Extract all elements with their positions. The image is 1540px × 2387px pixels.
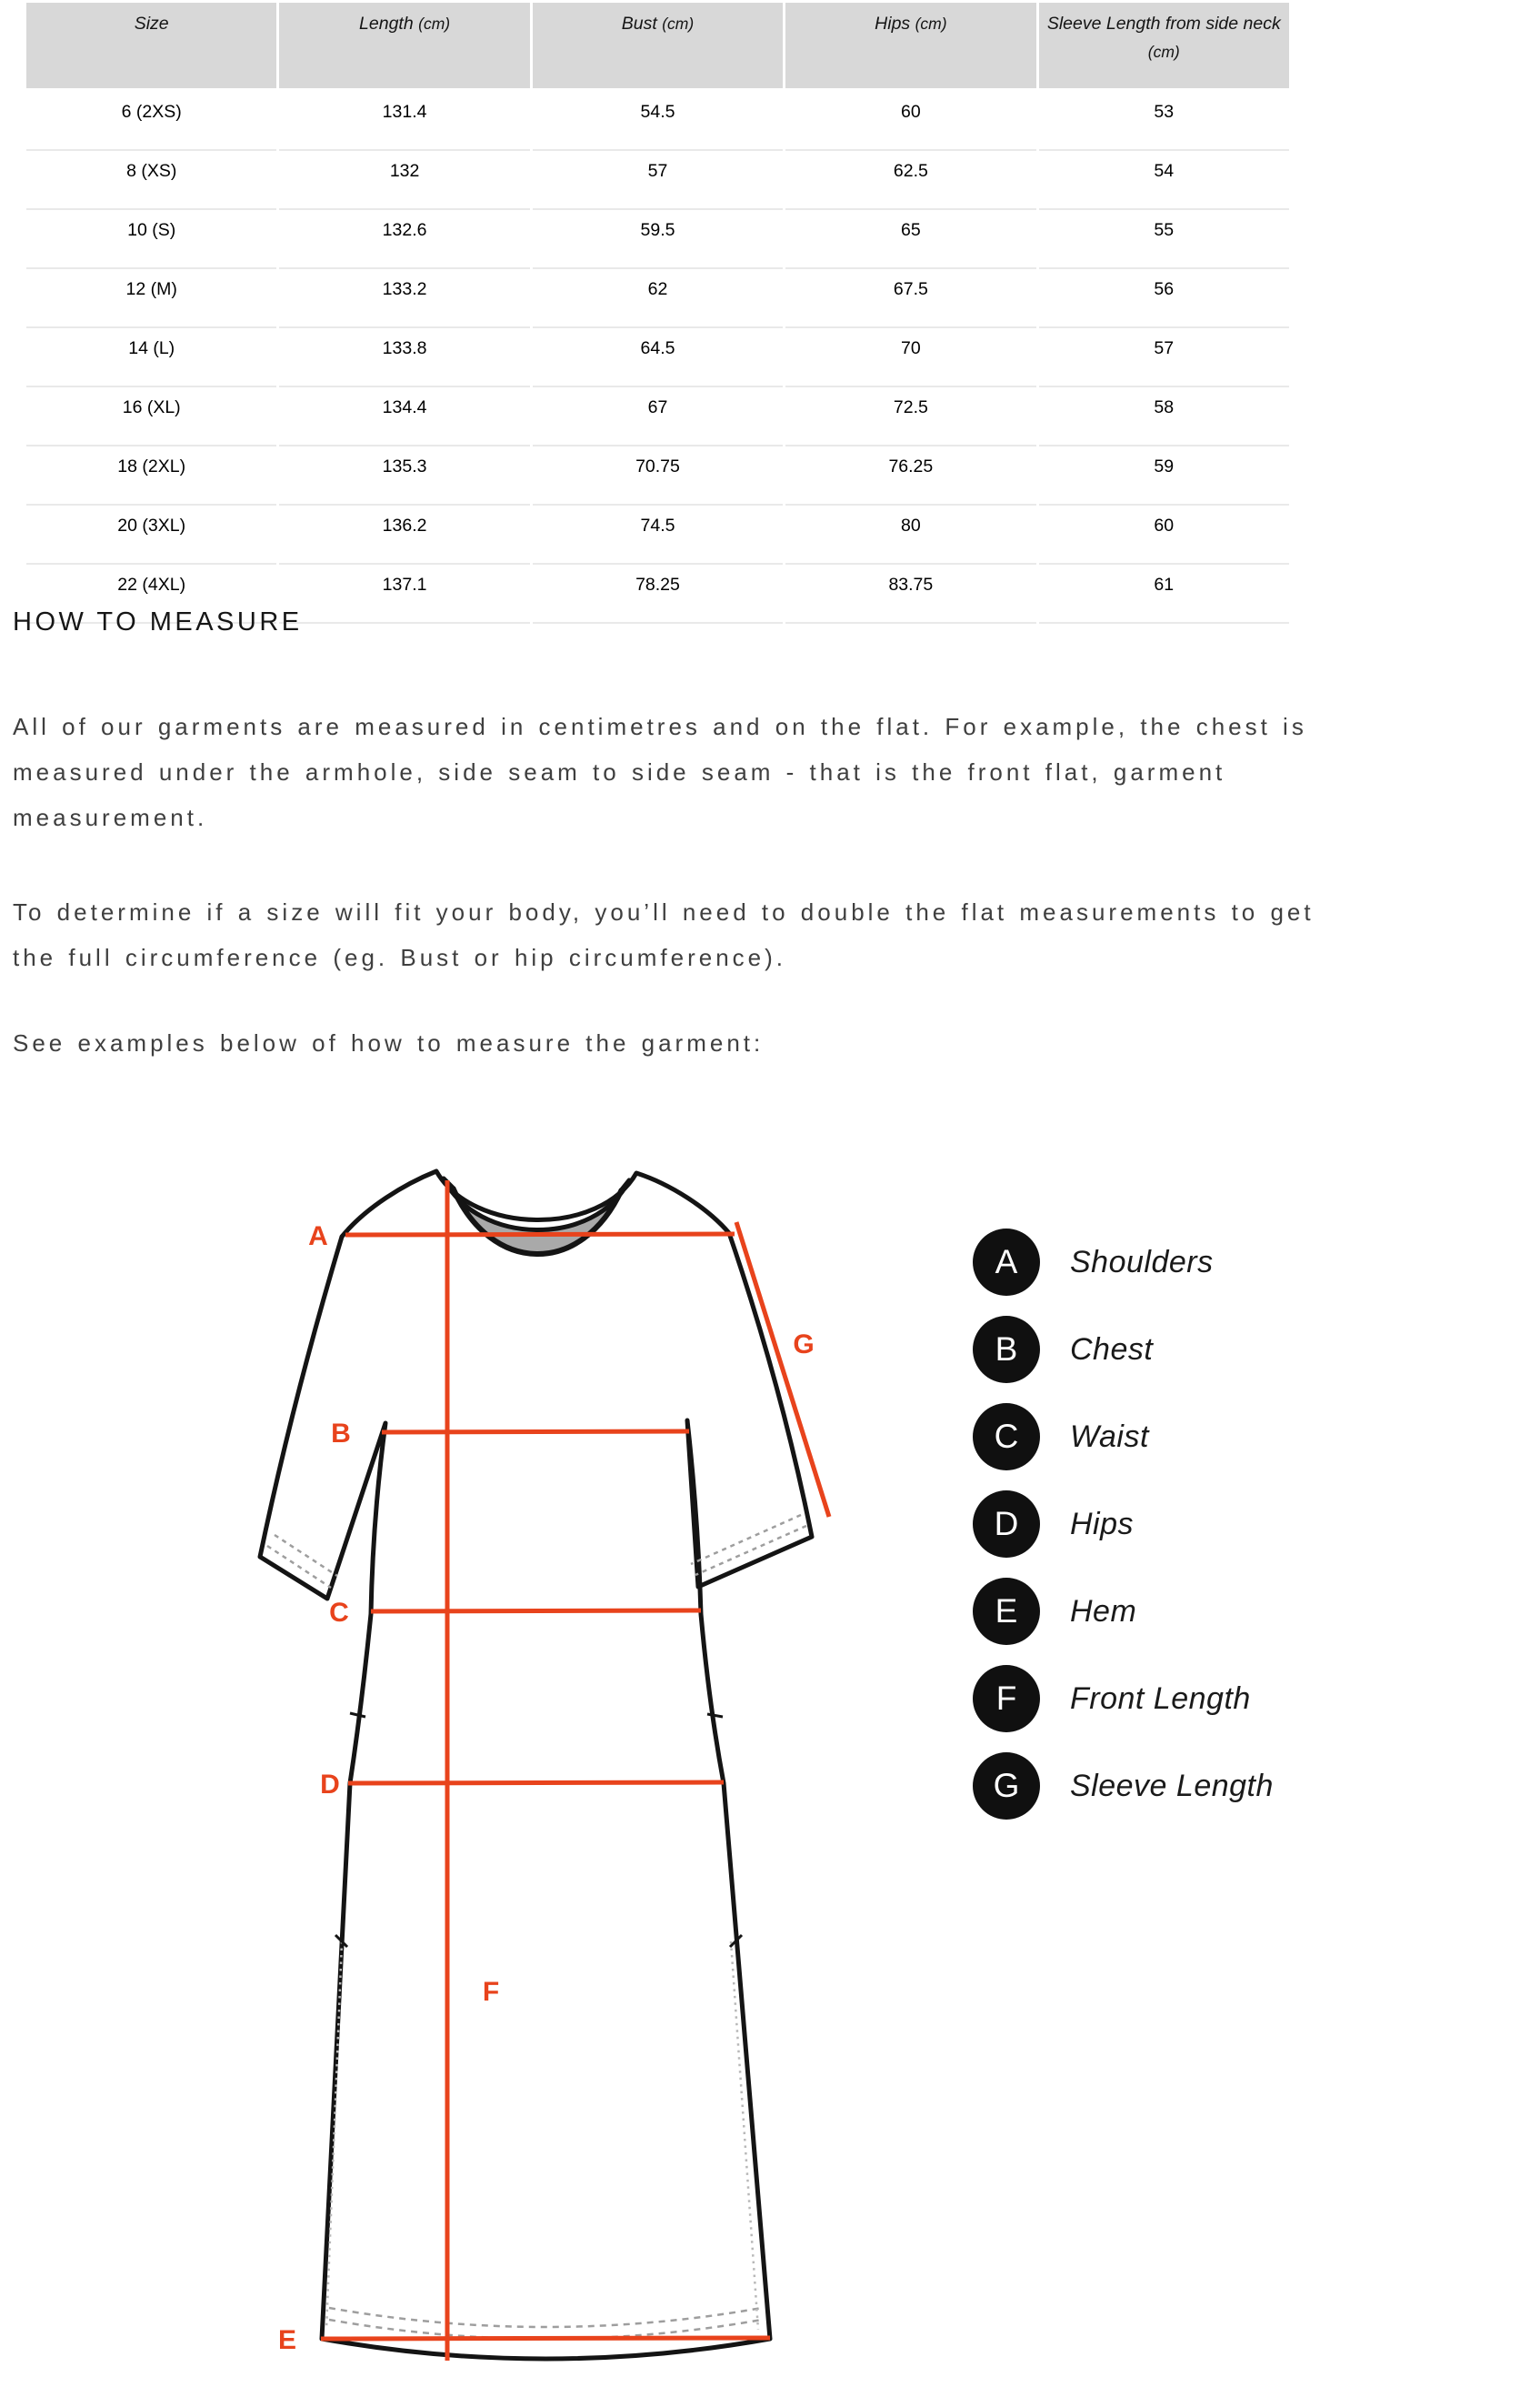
legend-item-sleeve-length	[973, 1752, 1274, 1820]
legend-label: Chest	[1070, 1331, 1154, 1367]
cell-bust: 78.25	[533, 565, 783, 624]
measurement-line-c	[371, 1610, 701, 1611]
cell-sleeve: 58	[1039, 387, 1289, 446]
legend-badge-c: C	[973, 1403, 1040, 1470]
cell-size: 10 (S)	[26, 210, 276, 269]
measurement-line-e	[321, 2338, 770, 2339]
measurement-line-d	[348, 1782, 724, 1783]
cell-length: 133.2	[279, 269, 529, 328]
measure-paragraph-2: To determine if a size will fit your body, you’ll need to double the flat measurements to get the full circumference (eg. Bust or hip circumference).	[13, 898, 1315, 971]
legend-badge-d: D	[973, 1490, 1040, 1558]
cell-length: 133.8	[279, 328, 529, 387]
cell-bust: 54.5	[533, 92, 783, 151]
marker-letter-e: E	[277, 2325, 297, 2355]
measure-paragraph-1: All of our garments are measured in centimetres and on the flat. For example, the chest is measured under the armhole, side seam to side seam - that is the front flat, garment measurement.	[13, 713, 1307, 831]
marker-letter-d: D	[320, 1770, 340, 1800]
cell-sleeve: 55	[1039, 210, 1289, 269]
size-chart-header-row	[26, 3, 1289, 92]
cell-length: 131.4	[279, 92, 529, 151]
legend-badge-g: G	[973, 1752, 1040, 1820]
cell-bust: 62	[533, 269, 783, 328]
column-header-sleeve-length: Sleeve Length from side neck (cm)	[1039, 3, 1289, 92]
cell-bust: 57	[533, 151, 783, 210]
table-row	[26, 387, 1289, 446]
marker-letter-b: B	[331, 1419, 351, 1449]
cell-sleeve: 56	[1039, 269, 1289, 328]
legend-badge-e: E	[973, 1578, 1040, 1645]
legend-badge-a: A	[973, 1229, 1040, 1296]
legend-label: Front Length	[1070, 1680, 1251, 1716]
cell-sleeve: 57	[1039, 328, 1289, 387]
cell-hips: 76.25	[785, 446, 1035, 506]
cell-hips: 62.5	[785, 151, 1035, 210]
legend-item-front-length	[973, 1665, 1274, 1732]
marker-letter-c: C	[329, 1598, 349, 1628]
cell-size: 14 (L)	[26, 328, 276, 387]
measurement-legend	[973, 1229, 1274, 1820]
measurement-line-b	[382, 1431, 689, 1432]
cell-length: 132.6	[279, 210, 529, 269]
cell-hips: 72.5	[785, 387, 1035, 446]
cell-bust: 67	[533, 387, 783, 446]
cell-hips: 80	[785, 506, 1035, 565]
cell-size: 16 (XL)	[26, 387, 276, 446]
table-row	[26, 506, 1289, 565]
legend-badge-f: F	[973, 1665, 1040, 1732]
measure-paragraph-3: See examples below of how to measure the garment:	[13, 1029, 765, 1057]
cell-hips: 60	[785, 92, 1035, 151]
column-header-hips: Hips (cm)	[785, 3, 1035, 92]
table-row	[26, 446, 1289, 506]
cell-sleeve: 60	[1039, 506, 1289, 565]
cell-length: 132	[279, 151, 529, 210]
column-header-length: Length (cm)	[279, 3, 529, 92]
cell-sleeve: 61	[1039, 565, 1289, 624]
legend-label: Shoulders	[1070, 1244, 1214, 1279]
cell-size: 18 (2XL)	[26, 446, 276, 506]
legend-label: Sleeve Length	[1070, 1768, 1274, 1803]
legend-label: Hips	[1070, 1506, 1135, 1541]
column-header-bust: Bust (cm)	[533, 3, 783, 92]
table-row	[26, 210, 1289, 269]
marker-letter-a: A	[308, 1221, 328, 1251]
legend-item-shoulders	[973, 1229, 1274, 1296]
cell-length: 136.2	[279, 506, 529, 565]
cell-hips: 70	[785, 328, 1035, 387]
table-row	[26, 269, 1289, 328]
cell-size: 22 (4XL)	[26, 565, 276, 624]
cell-length: 134.4	[279, 387, 529, 446]
legend-label: Waist	[1070, 1419, 1149, 1454]
legend-label: Hem	[1070, 1593, 1137, 1629]
cell-size: 6 (2XS)	[26, 92, 276, 151]
cell-bust: 59.5	[533, 210, 783, 269]
legend-badge-b: B	[973, 1316, 1040, 1383]
legend-item-chest	[973, 1316, 1274, 1383]
size-chart-table	[24, 3, 1292, 624]
cell-bust: 74.5	[533, 506, 783, 565]
legend-item-hem	[973, 1578, 1274, 1645]
legend-item-hips	[973, 1490, 1274, 1558]
cell-hips: 67.5	[785, 269, 1035, 328]
cell-hips: 83.75	[785, 565, 1035, 624]
marker-letter-f: F	[482, 1977, 500, 2007]
column-header-size: Size	[26, 3, 276, 92]
table-row	[26, 151, 1289, 210]
cell-length: 135.3	[279, 446, 529, 506]
measurement-line-a	[345, 1234, 735, 1235]
dress-outline	[260, 1171, 815, 2359]
cell-size: 12 (M)	[26, 269, 276, 328]
garment-measurement-diagram	[227, 1118, 864, 2387]
cell-size: 8 (XS)	[26, 151, 276, 210]
cell-bust: 64.5	[533, 328, 783, 387]
legend-item-waist	[973, 1403, 1274, 1470]
table-row	[26, 92, 1289, 151]
size-chart	[24, 3, 1292, 624]
cell-sleeve: 53	[1039, 92, 1289, 151]
cell-sleeve: 59	[1039, 446, 1289, 506]
how-to-measure-heading: HOW TO MEASURE	[13, 607, 303, 637]
cell-length: 137.1	[279, 565, 529, 624]
cell-size: 20 (3XL)	[26, 506, 276, 565]
marker-letter-g: G	[793, 1329, 815, 1359]
cell-hips: 65	[785, 210, 1035, 269]
table-row	[26, 328, 1289, 387]
cell-sleeve: 54	[1039, 151, 1289, 210]
cell-bust: 70.75	[533, 446, 783, 506]
